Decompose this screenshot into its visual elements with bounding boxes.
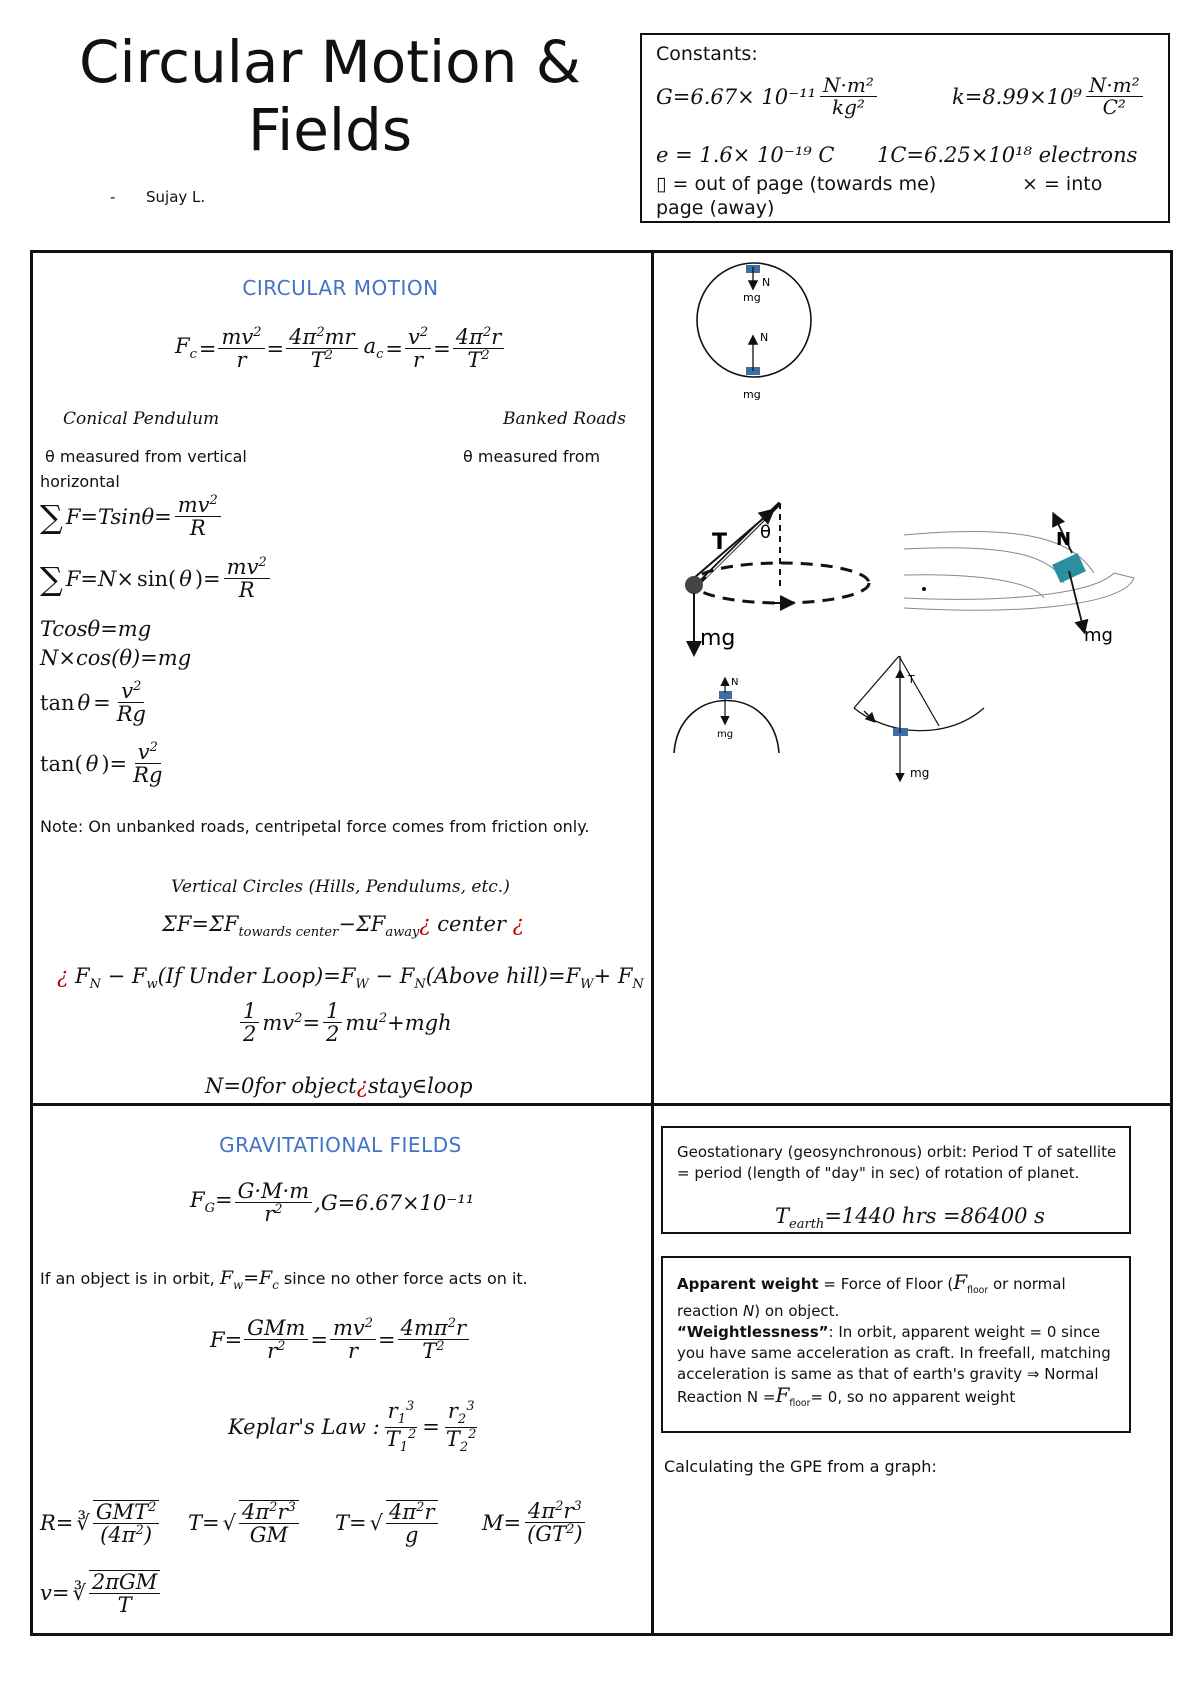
gravitational-constant xyxy=(656,75,877,118)
label-mg-swing: mg xyxy=(910,766,930,780)
author-dash: - xyxy=(110,188,116,206)
weightlessness-term: “Weightlessness” xyxy=(677,1323,829,1341)
g-units xyxy=(820,75,877,118)
label-theta: θ xyxy=(760,522,772,543)
title-line-1: Circular Motion & xyxy=(78,28,582,96)
centripetal-force-formula: $F_c$ = $\frac{mv^2}{r}$ = $\frac{4\pi^2mr}{T^2}$ $a_c$ = $\frac{v^2}{r}$ = $\frac{4\pi^2r}{T^2}$ xyxy=(175,326,504,371)
label-mg-bank: mg xyxy=(1084,625,1113,646)
apparent-text-1a: = Force of Floor ( xyxy=(818,1275,954,1293)
weightlessness-text-b: = 0, so no apparent weight xyxy=(810,1388,1016,1406)
g-value: ,G=6.67×10⁻¹¹ xyxy=(314,1190,475,1215)
loop-forces: ¿ $F_N - F_w(If$ Under $Loop)=F_W$ − $F_N(Above$ $hill)=F_W+ F_N$ xyxy=(57,964,644,993)
elementary-charge: e = 1.6× 10⁻¹⁹ C xyxy=(656,143,835,167)
orbit-force-formula: F= $\frac{\text{GMm}}{r^2}$ = $\frac{mv^2}{r}$ = $\frac{4m\pi^2r}{T^2}$ xyxy=(210,1317,469,1362)
theta-horizontal-note: θ measured from xyxy=(463,447,601,466)
tcos-formula: Tcosθ=mg xyxy=(40,617,152,641)
into-page-symbol: × = into xyxy=(1022,173,1103,195)
apparent-weight-text: Apparent weight = Force of Floor ($F_{floor}$ or normal reaction N) on object. “Weightlessness”: In orbit, apparent weight = 0 since you have same acceleration as craft. In freefall, matching acceleration is same as that of earth's gravity ⇒ Normal Reaction $N =F_{floor}= 0$, so no apparent weight xyxy=(677,1270,1111,1409)
earth-period: $T_{earth}=1440$ hrs =86400 s xyxy=(775,1204,1045,1233)
label-n-bottom: N xyxy=(760,331,769,344)
k-constant-value: k=8.99×10⁹ xyxy=(952,84,1082,109)
k-units-den: C² xyxy=(1102,95,1126,119)
coulomb-electrons: 1C=6.25×10¹⁸ electrons xyxy=(877,143,1138,167)
g-constant-value: G=6.67× 10⁻¹¹ xyxy=(656,84,817,109)
gpe-graph-label: Calculating the GPE from a graph: xyxy=(664,1457,937,1476)
into-page-text: page (away) xyxy=(656,197,775,219)
sum-f-towards: towards center xyxy=(238,925,339,941)
banked-road-diagram xyxy=(904,515,1134,646)
apparent-text-1c: ) on object. xyxy=(754,1302,840,1320)
banked-sum-force: ∑ F=N× sin( θ )= $\frac{mv^2}{R}$ xyxy=(40,556,270,601)
sum-f-center: center xyxy=(437,912,506,936)
inverted-question: ¿ xyxy=(419,912,431,936)
ncos-formula: N×cos(θ)=mg xyxy=(40,646,192,670)
n-zero-text: N=0for object xyxy=(205,1074,357,1098)
gravitational-force-formula: $F_G=$ $\frac{G\cdot M\cdot m}{r^2}$ ,G=6.67×10⁻¹¹ xyxy=(190,1179,475,1227)
theta-vertical-note: θ measured from vertical xyxy=(45,447,247,466)
out-of-page-symbol: ▯ = out of page (towards me) xyxy=(656,173,937,195)
label-mg-hill: mg xyxy=(717,729,734,740)
geostationary-box xyxy=(661,1126,1131,1234)
label-t: T xyxy=(712,530,728,555)
label-t-swing: T xyxy=(908,673,915,686)
mass-formula: M= $\frac{4\pi^2r^3}{(GT^2)}$ xyxy=(482,1500,586,1545)
tan-formula-1: tan θ = $\frac{v^2}{Rg}$ xyxy=(40,679,147,727)
orbit-note-a: If an object is in orbit, xyxy=(40,1269,215,1288)
label-n-bank: N xyxy=(1056,529,1072,550)
coulomb-constant xyxy=(952,75,1143,118)
label-mg-top: mg xyxy=(743,291,761,304)
keplers-law: Keplar's Law : $\frac{r_1^3}{T_1^2}$ = $\frac{r_2^3}{T_2^2}$ xyxy=(228,1399,477,1456)
page-title xyxy=(40,28,620,164)
earth-period-value: =1440 hrs =86400 s xyxy=(824,1204,1045,1228)
orbit-note: If an object is in orbit, $F_w=F_c$ since no other force acts on it. xyxy=(40,1267,528,1292)
n-zero-condition: N=0for object¿stay∈loop xyxy=(205,1074,473,1098)
energy-conservation: $\frac{1}{2}$ $mv^2=$ $\frac{1}{2}$ $mu^2+mgh$ xyxy=(240,1000,452,1045)
title-line-2: Fields xyxy=(247,96,413,164)
conical-pendulum-diagram xyxy=(685,503,869,653)
circular-motion-heading: CIRCULAR MOTION xyxy=(242,276,439,300)
radius-formula: R= ∛ $\frac{GMT^2}{(4\pi^2)}$ xyxy=(40,1500,159,1546)
period-formula-1: T= √ $\frac{4\pi^2r^3}{GM}$ xyxy=(188,1500,299,1546)
author-line xyxy=(110,188,205,206)
vertical-circle-diagram xyxy=(697,263,811,401)
label-mg: mg xyxy=(700,626,736,651)
label-mg-bottom: mg xyxy=(743,388,761,401)
vertical-circles-label: Vertical Circles (Hills, Pendulums, etc.) xyxy=(171,877,510,897)
period-formula-2: T= √ $\frac{4\pi^2r}{g}$ xyxy=(335,1500,438,1546)
kepler-label: Keplar's Law : xyxy=(228,1415,380,1440)
banked-roads-label: Banked Roads xyxy=(503,409,627,429)
unbanked-note: Note: On unbanked roads, centripetal force comes from friction only. xyxy=(40,817,590,836)
conical-sum-force: ∑ F=Tsinθ= $\frac{mv^2}{R}$ xyxy=(40,494,221,539)
floor-sub: floor xyxy=(967,1285,989,1296)
geostationary-text: Geostationary (geosynchronous) orbit: Period T of satellite = period (length of "day" in sec) of rotation of planet. xyxy=(677,1143,1117,1182)
constants-box xyxy=(640,33,1170,223)
vertical-sum-force: $\Sigma F=\Sigma F_{towards center}-\Sigma F_{away}¿$ center ¿ xyxy=(162,912,524,941)
circular-motion-diagrams xyxy=(654,253,1169,1103)
label-n-hill: N xyxy=(731,677,739,688)
g-units-den: kg² xyxy=(831,95,865,119)
conical-pendulum-label: Conical Pendulum xyxy=(63,409,220,429)
g-units-num: N·m² xyxy=(820,75,877,97)
sum-f-minus: −ΣF xyxy=(338,912,386,936)
constants-label: Constants: xyxy=(656,43,758,65)
label-n-top: N xyxy=(762,276,771,289)
weightlessness-text: : In orbit, apparent weight = 0 since you have same acceleration as craft. In freefall, matching acceleration is same as that of earth's gravity ⇒ Normal Reaction N = xyxy=(677,1323,1111,1406)
orbit-note-b: since no other force acts on it. xyxy=(283,1269,528,1288)
earth-sub: earth xyxy=(789,1217,825,1233)
velocity-formula: v= ∛ $\frac{\text{2πGM}}{T}$ xyxy=(40,1570,160,1616)
author-name: Sujay L. xyxy=(146,188,206,206)
sum-f: ΣF=ΣF xyxy=(162,912,239,936)
sum-f-away: away xyxy=(385,925,420,941)
grid-divider-horizontal xyxy=(30,1103,1173,1106)
apparent-text-1b: or normal reaction xyxy=(677,1275,1066,1320)
hill-diagram xyxy=(674,677,779,753)
gravitational-fields-heading: GRAVITATIONAL FIELDS xyxy=(219,1133,462,1157)
apparent-weight-term: Apparent weight xyxy=(677,1275,819,1293)
k-units xyxy=(1086,75,1143,118)
apparent-weight-box xyxy=(661,1256,1131,1433)
theta-horizontal-note-2: horizontal xyxy=(40,472,120,491)
apparent-n: N xyxy=(743,1302,755,1320)
n-zero-end: stay∈loop xyxy=(367,1074,473,1098)
tan-formula-2: tan( θ )= $\frac{v^2}{Rg}$ xyxy=(40,740,163,788)
pendulum-swing-diagram xyxy=(854,656,984,780)
k-units-num: N·m² xyxy=(1086,75,1143,97)
